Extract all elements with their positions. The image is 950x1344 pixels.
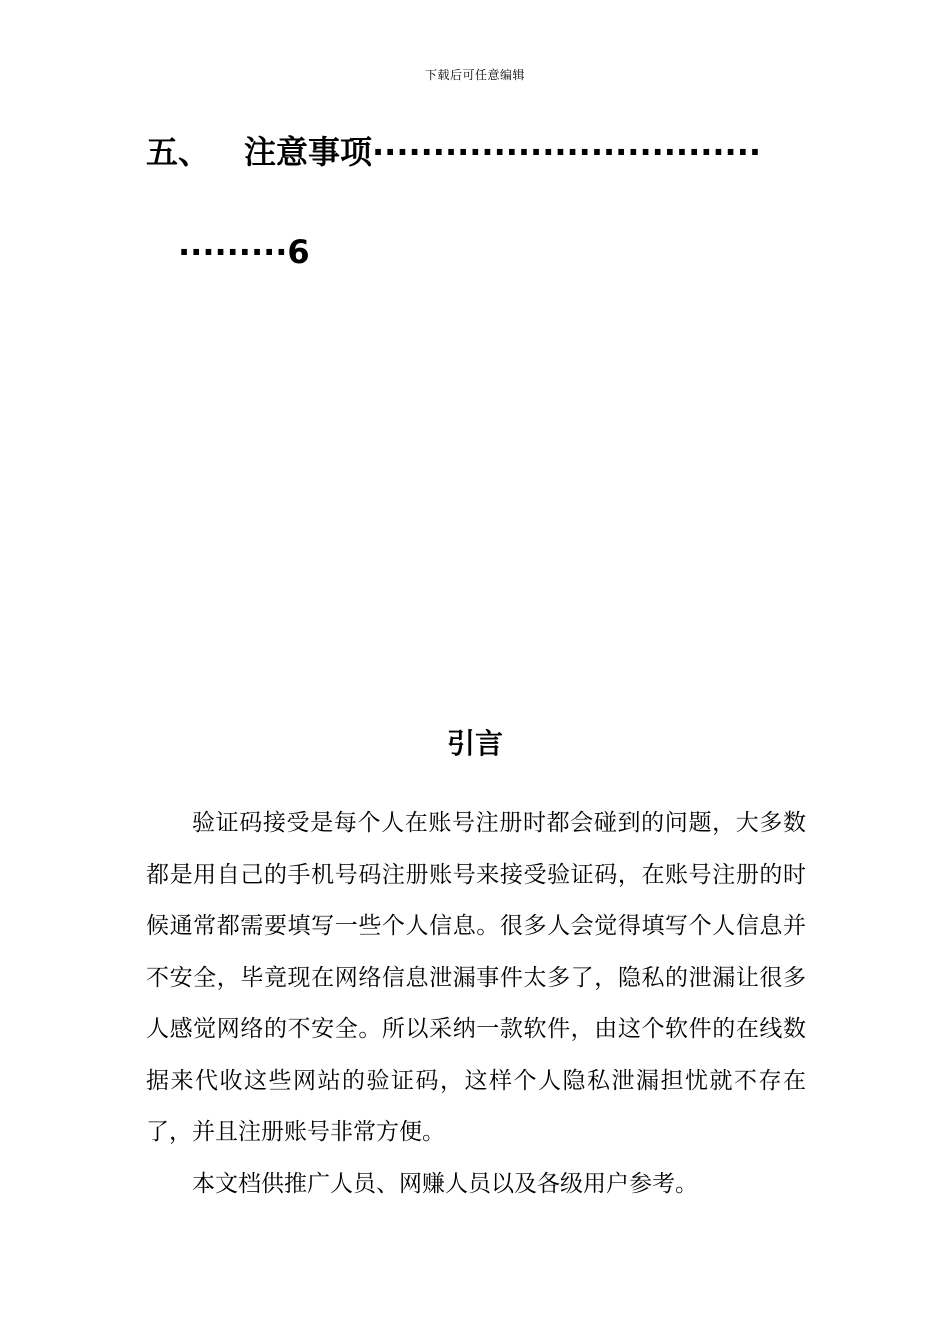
- toc-entry-continuation: [178, 230, 310, 274]
- page-header-note: 下载后可任意编辑: [424, 68, 525, 82]
- toc-entry[interactable]: [146, 130, 806, 174]
- toc-leader-dots-continued: ·········: [178, 233, 288, 271]
- body-paragraph: 本文档供推广人员、网赚人员以及各级用户参考。: [192, 1170, 698, 1197]
- toc-entry-page-number: 6: [287, 233, 310, 271]
- section-heading: 引言: [446, 727, 503, 760]
- body-paragraph: 验证码接受是每个人在账号注册时都会碰到的问题，大多数都是用自己的手机号码注册账号来接受验证码，在账号注册的时候通常都需要填写一些个人信息。很多人会觉得填写个人信息并不安全，毕竟现在网络信息泄漏事件太多了，隐私的泄漏让很多人感觉网络的不安全。所以采纳一款软件，由这个软件的在线数据来代收这些网站的验证码，这样个人隐私泄漏担忧就不存在了，并且注册账号非常方便。: [146, 810, 806, 1145]
- body-text: [146, 798, 806, 1210]
- toc-leader-dots: ································: [372, 133, 762, 171]
- toc-entry-title: 注意事项: [244, 133, 373, 171]
- toc-entry-number: 五、: [146, 133, 211, 171]
